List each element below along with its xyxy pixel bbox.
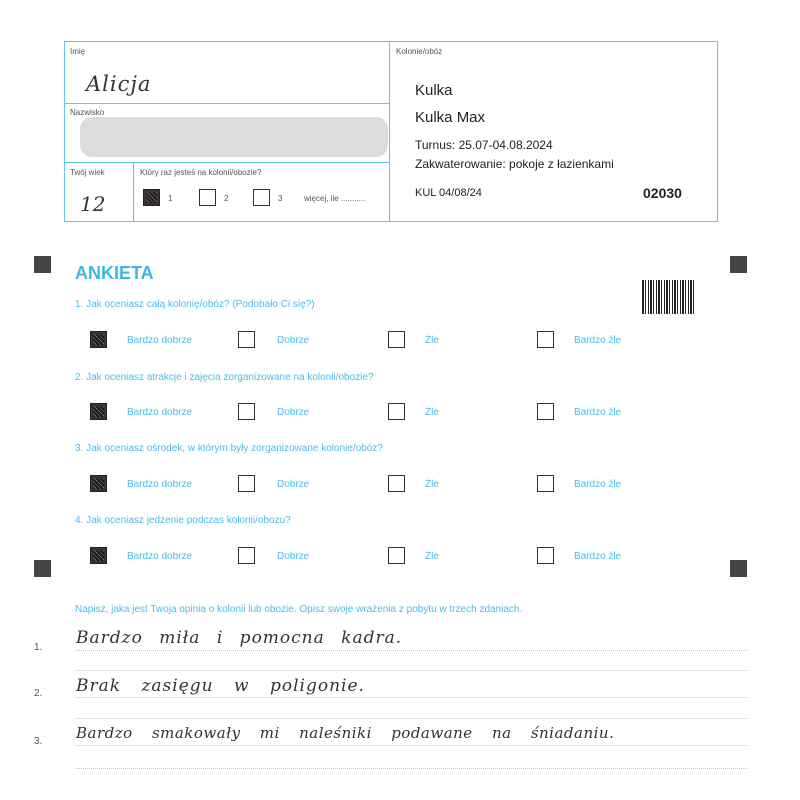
age-label: Twój wiek bbox=[70, 168, 105, 177]
answer-2-text[interactable]: Brak zasięgu w poligonie. bbox=[76, 676, 365, 696]
camp-name: Kulka bbox=[415, 82, 453, 99]
q2-very-good-label: Bardzo dobrze bbox=[127, 407, 193, 418]
answer-3-line bbox=[75, 745, 748, 746]
answer-1-number: 1. bbox=[34, 642, 43, 653]
age-value[interactable]: 12 bbox=[80, 192, 106, 216]
q3-bad-checkbox[interactable] bbox=[388, 475, 405, 492]
q1-bad-checkbox[interactable] bbox=[388, 331, 405, 348]
question-4-text: 4. Jak oceniasz jedzenie podczas kolonii/obozu? bbox=[75, 515, 291, 526]
q1-good-checkbox[interactable] bbox=[238, 331, 255, 348]
q1-bad-label: Źle bbox=[425, 335, 439, 346]
q2-good-label: Dobrze bbox=[277, 407, 310, 418]
q4-bad-label: Źle bbox=[425, 551, 439, 562]
q4-bad-checkbox[interactable] bbox=[388, 547, 405, 564]
times-option-2-checkbox[interactable] bbox=[199, 189, 216, 206]
q2-bad-checkbox[interactable] bbox=[388, 403, 405, 420]
q4-very-good-checkbox[interactable] bbox=[90, 547, 107, 564]
times-option-1-checkbox[interactable] bbox=[143, 189, 160, 206]
q3-very-good-label: Bardzo dobrze bbox=[127, 479, 193, 490]
surname-label: Nazwisko bbox=[70, 108, 105, 117]
q3-very-good-checkbox[interactable] bbox=[90, 475, 107, 492]
camp-code: KUL 04/08/24 bbox=[415, 187, 482, 199]
q3-good-label: Dobrze bbox=[277, 479, 310, 490]
name-value[interactable]: Alicja bbox=[86, 72, 152, 96]
q4-very-bad-checkbox[interactable] bbox=[537, 547, 554, 564]
surname-divider bbox=[64, 162, 390, 163]
q3-very-bad-checkbox[interactable] bbox=[537, 475, 554, 492]
surname-redacted bbox=[80, 117, 388, 157]
q3-good-checkbox[interactable] bbox=[238, 475, 255, 492]
camp-variant: Kulka Max bbox=[415, 109, 486, 126]
answer-3-text[interactable]: Bardzo smakowały mi naleśniki podawane na śniadaniu. bbox=[76, 724, 615, 742]
form-number: 02030 bbox=[643, 185, 682, 201]
q1-good-label: Dobrze bbox=[277, 335, 310, 346]
q4-good-label: Dobrze bbox=[277, 551, 310, 562]
name-divider bbox=[64, 103, 390, 104]
answer-2-line bbox=[75, 697, 748, 698]
q1-very-good-checkbox[interactable] bbox=[90, 331, 107, 348]
answer-1-text[interactable]: Bardzo miła i pomocna kadra. bbox=[76, 628, 403, 648]
q2-very-good-checkbox[interactable] bbox=[90, 403, 107, 420]
times-option-3-checkbox[interactable] bbox=[253, 189, 270, 206]
answer-3-number: 3. bbox=[34, 736, 43, 747]
q1-very-bad-checkbox[interactable] bbox=[537, 331, 554, 348]
q3-very-bad-label: Bardzo źle bbox=[574, 479, 622, 490]
q4-good-checkbox[interactable] bbox=[238, 547, 255, 564]
times-option-1-label: 1 bbox=[168, 194, 173, 203]
q1-very-good-label: Bardzo dobrze bbox=[127, 335, 193, 346]
registration-marker-mid-left bbox=[34, 560, 51, 577]
answer-1-line-2 bbox=[75, 670, 748, 671]
q4-very-bad-label: Bardzo źle bbox=[574, 551, 622, 562]
times-option-2-label: 2 bbox=[224, 194, 229, 203]
registration-marker-top-right bbox=[730, 256, 747, 273]
turnus: Turnus: 25.07-04.08.2024 bbox=[415, 138, 553, 152]
question-1-text: 1. Jak oceniasz całą kolonię/obóz? (Podobało Ci się?) bbox=[75, 299, 315, 310]
answer-3-line-2 bbox=[75, 768, 748, 769]
q2-bad-label: Źle bbox=[425, 407, 439, 418]
survey-title: ANKIETA bbox=[75, 263, 154, 283]
question-2-text: 2. Jak oceniasz atrakcje i zajęcia zorganizowane na kolonii/obozie? bbox=[75, 372, 374, 383]
barcode bbox=[642, 280, 696, 314]
question-3-text: 3. Jak oceniasz ośrodek, w którym były zorganizowane kolonie/obóz? bbox=[75, 443, 383, 454]
registration-marker-top-left bbox=[34, 256, 51, 273]
times-option-3-label: 3 bbox=[278, 194, 283, 203]
q2-good-checkbox[interactable] bbox=[238, 403, 255, 420]
header-divider bbox=[389, 41, 390, 221]
times-label: Który raz jesteś na kolonii/obozie? bbox=[140, 168, 262, 177]
q2-very-bad-checkbox[interactable] bbox=[537, 403, 554, 420]
answer-1-line bbox=[75, 650, 748, 651]
answer-2-line-2 bbox=[75, 718, 748, 719]
q4-very-good-label: Bardzo dobrze bbox=[127, 551, 193, 562]
camp-label: Kolonie/obóz bbox=[396, 47, 443, 56]
registration-marker-mid-right bbox=[730, 560, 747, 577]
opinion-prompt: Napisz, jaka jest Twoja opinia o kolonii lub obozie. Opisz swoje wrażenia z pobytu w trzech zdaniach. bbox=[75, 604, 523, 615]
name-label: Imię bbox=[70, 47, 86, 56]
q3-bad-label: Źle bbox=[425, 479, 439, 490]
age-divider bbox=[133, 162, 134, 221]
q1-very-bad-label: Bardzo źle bbox=[574, 335, 622, 346]
times-option-more-label: więcej, ile ........... bbox=[304, 194, 366, 203]
q2-very-bad-label: Bardzo źle bbox=[574, 407, 622, 418]
answer-2-number: 2. bbox=[34, 688, 43, 699]
accommodation: Zakwaterowanie: pokoje z łazienkami bbox=[415, 157, 614, 171]
